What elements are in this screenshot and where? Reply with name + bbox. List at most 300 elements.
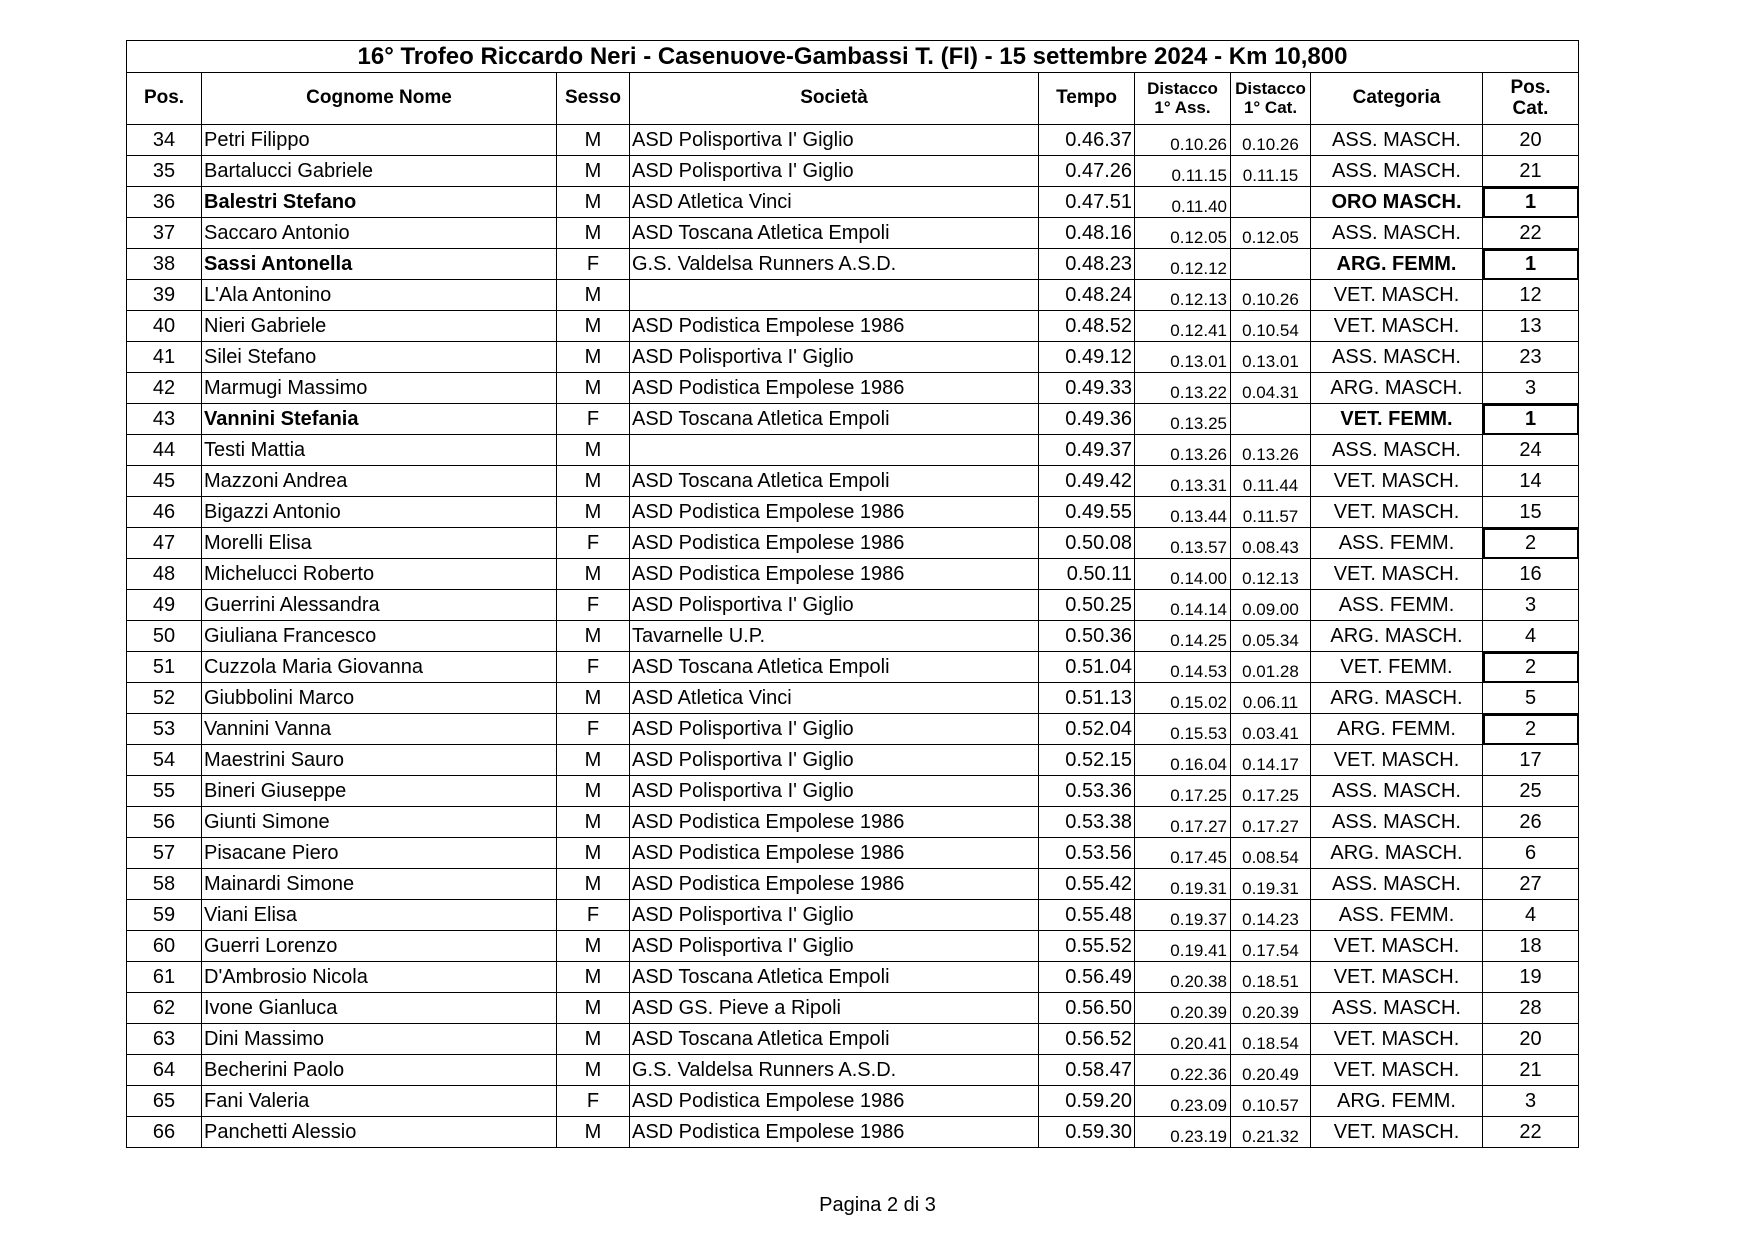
cell-gap-category: 0.18.54 [1231, 1024, 1311, 1055]
cell-category: ARG. FEMM. [1311, 714, 1483, 745]
cell-gap-absolute: 0.20.38 [1135, 962, 1231, 993]
cell-gap-category: 0.04.31 [1231, 373, 1311, 404]
cell-time: 0.56.52 [1039, 1024, 1135, 1055]
cell-position: 44 [127, 435, 202, 466]
cell-sex: M [557, 838, 630, 869]
cell-club: ASD Polisportiva I' Giglio [630, 125, 1039, 156]
cell-gap-category: 0.14.17 [1231, 745, 1311, 776]
cell-category-position: 3 [1483, 1086, 1579, 1117]
table-row [127, 1055, 1579, 1086]
cell-gap-absolute: 0.17.25 [1135, 776, 1231, 807]
header-gap-abs-line2: 1° Ass. [1154, 97, 1211, 117]
cell-position: 50 [127, 621, 202, 652]
table-row [127, 745, 1579, 776]
cell-sex: M [557, 1055, 630, 1086]
cell-name: Nieri Gabriele [202, 311, 557, 342]
table-row [127, 528, 1579, 559]
cell-sex: M [557, 962, 630, 993]
cell-gap-absolute: 0.19.37 [1135, 900, 1231, 931]
cell-category: ARG. MASCH. [1311, 373, 1483, 404]
cell-category: ASS. FEMM. [1311, 900, 1483, 931]
cell-gap-absolute: 0.17.27 [1135, 807, 1231, 838]
cell-sex: M [557, 156, 630, 187]
cell-club: ASD Polisportiva I' Giglio [630, 590, 1039, 621]
cell-gap-absolute: 0.13.01 [1135, 342, 1231, 373]
cell-sex: M [557, 683, 630, 714]
table-row [127, 714, 1579, 745]
cell-gap-absolute: 0.20.39 [1135, 993, 1231, 1024]
table-row [127, 931, 1579, 962]
cell-club [630, 435, 1039, 466]
cell-time: 0.59.20 [1039, 1086, 1135, 1117]
cell-name: Marmugi Massimo [202, 373, 557, 404]
cell-category: ASS. MASCH. [1311, 993, 1483, 1024]
cell-sex: F [557, 590, 630, 621]
header-gap-abs [1135, 73, 1231, 125]
cell-position: 49 [127, 590, 202, 621]
cell-category-position: 3 [1483, 373, 1579, 404]
cell-club: ASD Atletica Vinci [630, 187, 1039, 218]
cell-category-position: 4 [1483, 900, 1579, 931]
cell-gap-absolute: 0.17.45 [1135, 838, 1231, 869]
cell-position: 62 [127, 993, 202, 1024]
cell-club: Tavarnelle U.P. [630, 621, 1039, 652]
cell-category-position: 20 [1483, 1024, 1579, 1055]
cell-gap-absolute: 0.19.31 [1135, 869, 1231, 900]
cell-gap-category: 0.19.31 [1231, 869, 1311, 900]
cell-gap-absolute: 0.10.26 [1135, 125, 1231, 156]
cell-club: ASD Podistica Empolese 1986 [630, 559, 1039, 590]
cell-time: 0.50.36 [1039, 621, 1135, 652]
cell-position: 51 [127, 652, 202, 683]
table-row [127, 125, 1579, 156]
cell-name: Sassi Antonella [202, 249, 557, 280]
cell-gap-category: 0.12.05 [1231, 218, 1311, 249]
cell-club [630, 280, 1039, 311]
cell-position: 54 [127, 745, 202, 776]
cell-category-position: 26 [1483, 807, 1579, 838]
cell-club: ASD Podistica Empolese 1986 [630, 497, 1039, 528]
table-row [127, 187, 1579, 218]
cell-club: ASD Toscana Atletica Empoli [630, 962, 1039, 993]
cell-gap-absolute: 0.22.36 [1135, 1055, 1231, 1086]
cell-category: ORO MASCH. [1311, 187, 1483, 218]
cell-gap-category: 0.10.57 [1231, 1086, 1311, 1117]
cell-category: ARG. FEMM. [1311, 249, 1483, 280]
cell-gap-absolute: 0.13.31 [1135, 466, 1231, 497]
cell-category: VET. MASCH. [1311, 466, 1483, 497]
cell-name: Giubbolini Marco [202, 683, 557, 714]
cell-category-position: 2 [1483, 714, 1579, 745]
header-category: Categoria [1311, 73, 1483, 125]
results-body [127, 125, 1579, 1148]
cell-time: 0.48.16 [1039, 218, 1135, 249]
cell-time: 0.49.33 [1039, 373, 1135, 404]
cell-category: ASS. MASCH. [1311, 435, 1483, 466]
cell-position: 65 [127, 1086, 202, 1117]
cell-time: 0.49.42 [1039, 466, 1135, 497]
cell-gap-category: 0.17.54 [1231, 931, 1311, 962]
cell-gap-category: 0.08.54 [1231, 838, 1311, 869]
cell-name: Guerrini Alessandra [202, 590, 557, 621]
cell-sex: M [557, 187, 630, 218]
cell-club: ASD Polisportiva I' Giglio [630, 776, 1039, 807]
cell-sex: M [557, 280, 630, 311]
cell-gap-category: 0.14.23 [1231, 900, 1311, 931]
table-row [127, 621, 1579, 652]
cell-position: 56 [127, 807, 202, 838]
cell-sex: M [557, 559, 630, 590]
cell-sex: M [557, 342, 630, 373]
table-row [127, 435, 1579, 466]
cell-time: 0.53.38 [1039, 807, 1135, 838]
cell-club: ASD Polisportiva I' Giglio [630, 931, 1039, 962]
cell-time: 0.49.12 [1039, 342, 1135, 373]
cell-position: 47 [127, 528, 202, 559]
cell-category: ARG. MASCH. [1311, 838, 1483, 869]
cell-time: 0.53.56 [1039, 838, 1135, 869]
cell-gap-category: 0.10.26 [1231, 125, 1311, 156]
cell-gap-absolute: 0.12.13 [1135, 280, 1231, 311]
cell-name: Petri Filippo [202, 125, 557, 156]
cell-name: Bineri Giuseppe [202, 776, 557, 807]
cell-sex: M [557, 776, 630, 807]
cell-sex: M [557, 311, 630, 342]
cell-gap-category: 0.08.43 [1231, 528, 1311, 559]
cell-position: 66 [127, 1117, 202, 1148]
cell-club: ASD Toscana Atletica Empoli [630, 1024, 1039, 1055]
cell-gap-absolute: 0.14.14 [1135, 590, 1231, 621]
cell-name: Bigazzi Antonio [202, 497, 557, 528]
cell-gap-category: 0.21.32 [1231, 1117, 1311, 1148]
cell-gap-category [1231, 404, 1311, 435]
table-row [127, 838, 1579, 869]
cell-category: VET. FEMM. [1311, 404, 1483, 435]
cell-time: 0.46.37 [1039, 125, 1135, 156]
cell-club: ASD Podistica Empolese 1986 [630, 838, 1039, 869]
cell-gap-absolute: 0.19.41 [1135, 931, 1231, 962]
cell-sex: M [557, 373, 630, 404]
cell-gap-category: 0.20.39 [1231, 993, 1311, 1024]
cell-sex: M [557, 807, 630, 838]
table-row [127, 249, 1579, 280]
cell-category: VET. MASCH. [1311, 311, 1483, 342]
cell-category: ARG. MASCH. [1311, 621, 1483, 652]
cell-category-position: 4 [1483, 621, 1579, 652]
cell-position: 58 [127, 869, 202, 900]
cell-gap-absolute: 0.23.09 [1135, 1086, 1231, 1117]
cell-position: 38 [127, 249, 202, 280]
cell-club: ASD Toscana Atletica Empoli [630, 652, 1039, 683]
cell-category: VET. MASCH. [1311, 931, 1483, 962]
cell-category-position: 1 [1483, 249, 1579, 280]
cell-gap-category [1231, 187, 1311, 218]
cell-category-position: 16 [1483, 559, 1579, 590]
cell-category: ASS. MASCH. [1311, 156, 1483, 187]
cell-gap-category: 0.11.57 [1231, 497, 1311, 528]
header-pos-cat [1483, 73, 1579, 125]
cell-time: 0.49.36 [1039, 404, 1135, 435]
cell-name: Silei Stefano [202, 342, 557, 373]
header-pos: Pos. [127, 73, 202, 125]
cell-gap-category: 0.01.28 [1231, 652, 1311, 683]
table-row [127, 218, 1579, 249]
cell-position: 34 [127, 125, 202, 156]
cell-category-position: 13 [1483, 311, 1579, 342]
cell-name: Testi Mattia [202, 435, 557, 466]
cell-position: 35 [127, 156, 202, 187]
cell-category: ASS. MASCH. [1311, 807, 1483, 838]
cell-category-position: 21 [1483, 156, 1579, 187]
table-row [127, 652, 1579, 683]
cell-position: 52 [127, 683, 202, 714]
cell-name: Cuzzola Maria Giovanna [202, 652, 557, 683]
cell-time: 0.47.26 [1039, 156, 1135, 187]
cell-category-position: 5 [1483, 683, 1579, 714]
cell-sex: M [557, 931, 630, 962]
header-club: Società [630, 73, 1039, 125]
cell-name: Michelucci Roberto [202, 559, 557, 590]
cell-club: ASD Podistica Empolese 1986 [630, 373, 1039, 404]
cell-category: VET. MASCH. [1311, 745, 1483, 776]
cell-name: Mainardi Simone [202, 869, 557, 900]
table-row [127, 466, 1579, 497]
cell-club: ASD Podistica Empolese 1986 [630, 528, 1039, 559]
table-row [127, 776, 1579, 807]
cell-name: Pisacane Piero [202, 838, 557, 869]
cell-name: Ivone Gianluca [202, 993, 557, 1024]
cell-category-position: 12 [1483, 280, 1579, 311]
cell-gap-category: 0.13.01 [1231, 342, 1311, 373]
cell-sex: F [557, 404, 630, 435]
cell-time: 0.49.55 [1039, 497, 1135, 528]
cell-time: 0.52.04 [1039, 714, 1135, 745]
table-row [127, 993, 1579, 1024]
cell-gap-absolute: 0.13.26 [1135, 435, 1231, 466]
cell-category: VET. MASCH. [1311, 1117, 1483, 1148]
cell-time: 0.55.48 [1039, 900, 1135, 931]
cell-category-position: 2 [1483, 652, 1579, 683]
table-row [127, 683, 1579, 714]
header-sex: Sesso [557, 73, 630, 125]
cell-time: 0.51.04 [1039, 652, 1135, 683]
cell-category-position: 6 [1483, 838, 1579, 869]
cell-category: ASS. FEMM. [1311, 528, 1483, 559]
header-time: Tempo [1039, 73, 1135, 125]
cell-time: 0.52.15 [1039, 745, 1135, 776]
cell-category-position: 23 [1483, 342, 1579, 373]
cell-name: Fani Valeria [202, 1086, 557, 1117]
cell-time: 0.48.23 [1039, 249, 1135, 280]
cell-category-position: 17 [1483, 745, 1579, 776]
cell-name: Bartalucci Gabriele [202, 156, 557, 187]
header-gap-cat [1231, 73, 1311, 125]
cell-category: ASS. MASCH. [1311, 776, 1483, 807]
table-row [127, 1024, 1579, 1055]
cell-club: ASD Podistica Empolese 1986 [630, 1117, 1039, 1148]
cell-name: Maestrini Sauro [202, 745, 557, 776]
cell-time: 0.56.50 [1039, 993, 1135, 1024]
cell-position: 40 [127, 311, 202, 342]
cell-category-position: 3 [1483, 590, 1579, 621]
cell-time: 0.48.24 [1039, 280, 1135, 311]
cell-time: 0.47.51 [1039, 187, 1135, 218]
cell-club: ASD Toscana Atletica Empoli [630, 466, 1039, 497]
table-row [127, 311, 1579, 342]
cell-category: ARG. FEMM. [1311, 1086, 1483, 1117]
cell-gap-category: 0.06.11 [1231, 683, 1311, 714]
cell-time: 0.50.11 [1039, 559, 1135, 590]
cell-time: 0.56.49 [1039, 962, 1135, 993]
header-gap-abs-line1: Distacco [1147, 78, 1218, 98]
cell-gap-absolute: 0.13.25 [1135, 404, 1231, 435]
cell-club: ASD Podistica Empolese 1986 [630, 311, 1039, 342]
table-row [127, 590, 1579, 621]
page-title: 16° Trofeo Riccardo Neri - Casenuove-Gambassi T. (FI) - 15 settembre 2024 - Km 10,800 [127, 41, 1579, 73]
cell-category: ASS. MASCH. [1311, 869, 1483, 900]
cell-name: Panchetti Alessio [202, 1117, 557, 1148]
cell-position: 61 [127, 962, 202, 993]
cell-time: 0.50.08 [1039, 528, 1135, 559]
table-row [127, 559, 1579, 590]
cell-category-position: 22 [1483, 1117, 1579, 1148]
table-row [127, 900, 1579, 931]
cell-gap-absolute: 0.14.00 [1135, 559, 1231, 590]
cell-name: Mazzoni Andrea [202, 466, 557, 497]
cell-name: Giuliana Francesco [202, 621, 557, 652]
cell-position: 48 [127, 559, 202, 590]
header-name: Cognome Nome [202, 73, 557, 125]
cell-category-position: 19 [1483, 962, 1579, 993]
cell-category: VET. FEMM. [1311, 652, 1483, 683]
cell-club: ASD Atletica Vinci [630, 683, 1039, 714]
cell-name: Guerri Lorenzo [202, 931, 557, 962]
cell-sex: M [557, 1117, 630, 1148]
cell-position: 60 [127, 931, 202, 962]
cell-gap-absolute: 0.15.02 [1135, 683, 1231, 714]
cell-sex: M [557, 466, 630, 497]
header-pos-cat-line1: Pos. [1510, 76, 1551, 98]
cell-gap-category: 0.12.13 [1231, 559, 1311, 590]
cell-gap-category: 0.09.00 [1231, 590, 1311, 621]
cell-sex: M [557, 218, 630, 249]
cell-category-position: 1 [1483, 404, 1579, 435]
cell-gap-absolute: 0.11.15 [1135, 156, 1231, 187]
cell-gap-category [1231, 249, 1311, 280]
cell-gap-absolute: 0.14.53 [1135, 652, 1231, 683]
cell-gap-category: 0.11.44 [1231, 466, 1311, 497]
table-row [127, 373, 1579, 404]
cell-club: ASD Polisportiva I' Giglio [630, 714, 1039, 745]
cell-time: 0.59.30 [1039, 1117, 1135, 1148]
cell-category-position: 24 [1483, 435, 1579, 466]
cell-category: VET. MASCH. [1311, 1024, 1483, 1055]
cell-gap-absolute: 0.14.25 [1135, 621, 1231, 652]
cell-category-position: 25 [1483, 776, 1579, 807]
cell-gap-category: 0.17.25 [1231, 776, 1311, 807]
header-gap-cat-line2: 1° Cat. [1243, 97, 1298, 117]
cell-category: ARG. MASCH. [1311, 683, 1483, 714]
cell-category-position: 28 [1483, 993, 1579, 1024]
cell-sex: M [557, 1024, 630, 1055]
cell-category-position: 15 [1483, 497, 1579, 528]
cell-gap-absolute: 0.12.41 [1135, 311, 1231, 342]
cell-sex: M [557, 435, 630, 466]
cell-gap-category: 0.20.49 [1231, 1055, 1311, 1086]
results-table [126, 40, 1579, 1148]
cell-position: 45 [127, 466, 202, 497]
cell-time: 0.51.13 [1039, 683, 1135, 714]
cell-gap-category: 0.05.34 [1231, 621, 1311, 652]
table-row [127, 156, 1579, 187]
cell-name: Viani Elisa [202, 900, 557, 931]
cell-position: 41 [127, 342, 202, 373]
cell-category: VET. MASCH. [1311, 280, 1483, 311]
cell-sex: F [557, 652, 630, 683]
cell-time: 0.50.25 [1039, 590, 1135, 621]
cell-category-position: 21 [1483, 1055, 1579, 1086]
cell-category: VET. MASCH. [1311, 962, 1483, 993]
table-row [127, 342, 1579, 373]
cell-club: ASD Podistica Empolese 1986 [630, 869, 1039, 900]
cell-gap-category: 0.17.27 [1231, 807, 1311, 838]
cell-club: ASD Polisportiva I' Giglio [630, 900, 1039, 931]
cell-gap-category: 0.11.15 [1231, 156, 1311, 187]
cell-club: ASD Toscana Atletica Empoli [630, 404, 1039, 435]
table-row [127, 280, 1579, 311]
cell-position: 55 [127, 776, 202, 807]
cell-category-position: 27 [1483, 869, 1579, 900]
table-row [127, 1117, 1579, 1148]
cell-name: Saccaro Antonio [202, 218, 557, 249]
cell-gap-category: 0.03.41 [1231, 714, 1311, 745]
cell-time: 0.55.52 [1039, 931, 1135, 962]
cell-name: Balestri Stefano [202, 187, 557, 218]
cell-gap-absolute: 0.13.57 [1135, 528, 1231, 559]
cell-name: Morelli Elisa [202, 528, 557, 559]
cell-sex: F [557, 528, 630, 559]
cell-sex: F [557, 714, 630, 745]
cell-time: 0.48.52 [1039, 311, 1135, 342]
cell-time: 0.58.47 [1039, 1055, 1135, 1086]
table-row [127, 962, 1579, 993]
cell-gap-absolute: 0.16.04 [1135, 745, 1231, 776]
cell-position: 63 [127, 1024, 202, 1055]
table-row [127, 497, 1579, 528]
cell-sex: M [557, 993, 630, 1024]
cell-category: ASS. MASCH. [1311, 218, 1483, 249]
cell-sex: M [557, 745, 630, 776]
cell-category: ASS. MASCH. [1311, 125, 1483, 156]
cell-name: Giunti Simone [202, 807, 557, 838]
cell-position: 64 [127, 1055, 202, 1086]
cell-category-position: 2 [1483, 528, 1579, 559]
cell-category-position: 1 [1483, 187, 1579, 218]
cell-club: G.S. Valdelsa Runners A.S.D. [630, 1055, 1039, 1086]
cell-category: VET. MASCH. [1311, 497, 1483, 528]
cell-time: 0.53.36 [1039, 776, 1135, 807]
cell-club: G.S. Valdelsa Runners A.S.D. [630, 249, 1039, 280]
cell-category-position: 14 [1483, 466, 1579, 497]
cell-category-position: 18 [1483, 931, 1579, 962]
table-row [127, 404, 1579, 435]
cell-sex: M [557, 869, 630, 900]
cell-club: ASD Podistica Empolese 1986 [630, 1086, 1039, 1117]
cell-gap-absolute: 0.13.22 [1135, 373, 1231, 404]
cell-gap-category: 0.13.26 [1231, 435, 1311, 466]
cell-sex: F [557, 900, 630, 931]
cell-position: 42 [127, 373, 202, 404]
